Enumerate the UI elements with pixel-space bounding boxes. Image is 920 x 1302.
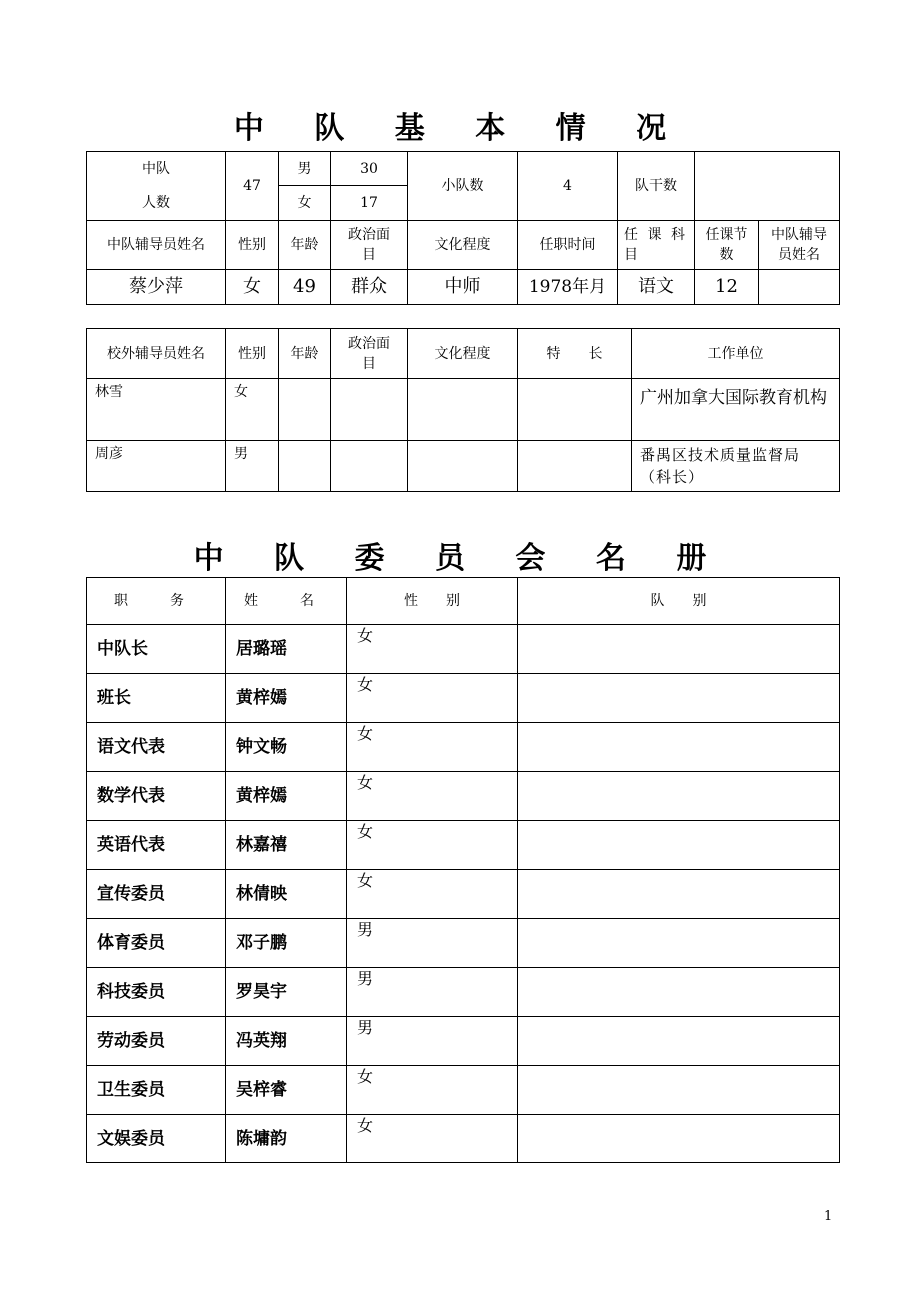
member-position: 班长: [87, 674, 226, 723]
member-squad: [518, 625, 840, 674]
subteam-label: 小队数: [408, 152, 518, 221]
member-gender: 女: [347, 772, 518, 821]
member-position: 英语代表: [87, 821, 226, 870]
table-row: [87, 772, 840, 821]
counselor-education: 中师: [408, 270, 518, 305]
header-age: 年龄: [279, 329, 331, 379]
member-gender: 女: [347, 674, 518, 723]
external-age: [279, 441, 331, 492]
member-squad: [518, 674, 840, 723]
basic-info-table: [86, 151, 840, 305]
counselor-age: 49: [279, 270, 331, 305]
member-name: 邓子鹏: [226, 919, 347, 968]
header-education: 文化程度: [408, 329, 518, 379]
member-gender: 女: [347, 723, 518, 772]
counselor-subject: 语文: [618, 270, 695, 305]
header-age: 年龄: [279, 221, 331, 270]
table-row: [87, 1017, 840, 1066]
member-squad: [518, 772, 840, 821]
header-gender: 性 别: [347, 578, 518, 625]
header-gender: 性别: [226, 329, 279, 379]
member-name: 钟文畅: [226, 723, 347, 772]
table-row: [87, 821, 840, 870]
page-title-basic-info: 中 队 基 本 情 况: [233, 111, 687, 146]
member-gender: 女: [347, 821, 518, 870]
header-position: 职 务: [87, 578, 226, 625]
committee-table: [86, 577, 840, 1163]
header-political-status: 政治面目: [331, 329, 408, 379]
member-gender: 男: [347, 968, 518, 1017]
member-position: 数学代表: [87, 772, 226, 821]
member-squad: [518, 1115, 840, 1163]
header-external-name: 校外辅导员姓名: [87, 329, 226, 379]
header-gender: 性别: [226, 221, 279, 270]
table-row: [87, 870, 840, 919]
external-counselor-table: [86, 328, 840, 492]
header-political-status: 政治面目: [331, 221, 408, 270]
member-gender: 女: [347, 870, 518, 919]
table-row: [87, 1115, 840, 1163]
member-gender: 女: [347, 1066, 518, 1115]
counselor-lessons: 12: [695, 270, 759, 305]
member-name: 陈墉韵: [226, 1115, 347, 1163]
member-gender: 女: [347, 1115, 518, 1163]
counselor-gender: 女: [226, 270, 279, 305]
header-specialty: 特 长: [518, 329, 632, 379]
external-political-status: [331, 441, 408, 492]
header-name: 姓 名: [226, 578, 347, 625]
female-label: 女: [279, 186, 331, 221]
page-number: 1: [824, 1209, 833, 1224]
male-count: 30: [331, 152, 408, 186]
header-squad: 队 别: [518, 578, 840, 625]
male-label: 男: [279, 152, 331, 186]
member-squad: [518, 968, 840, 1017]
header-education: 文化程度: [408, 221, 518, 270]
member-position: 语文代表: [87, 723, 226, 772]
member-squad: [518, 723, 840, 772]
member-name: 吴梓睿: [226, 1066, 347, 1115]
member-gender: 男: [347, 1017, 518, 1066]
member-squad: [518, 919, 840, 968]
counselor-start-time: 1978年月: [518, 270, 618, 305]
external-name: 周彦: [87, 441, 226, 492]
external-gender: 女: [226, 379, 279, 441]
external-gender: 男: [226, 441, 279, 492]
table-row: [87, 968, 840, 1017]
label-zhongdui: 中队: [142, 161, 170, 177]
table-row: [87, 674, 840, 723]
counselor-name: 蔡少萍: [87, 270, 226, 305]
member-name: 林倩映: [226, 870, 347, 919]
member-position: 文娱委员: [87, 1115, 226, 1163]
member-gender: 男: [347, 919, 518, 968]
member-name: 黄梓嫣: [226, 772, 347, 821]
member-position: 劳动委员: [87, 1017, 226, 1066]
member-position: 中队长: [87, 625, 226, 674]
member-position: 体育委员: [87, 919, 226, 968]
table-row: [87, 919, 840, 968]
external-work-unit: 番禺区技术质量监督局（科长）: [632, 441, 840, 492]
table-row: [87, 625, 840, 674]
header-counselor-name-2: 中队辅导员姓名: [759, 221, 840, 270]
external-specialty: [518, 441, 632, 492]
subteam-count: 4: [518, 152, 618, 221]
class-size-label: [87, 152, 226, 221]
header-lessons: 任课节数: [695, 221, 759, 270]
external-work-unit: 广州加拿大国际教育机构: [632, 379, 840, 441]
table-row: [87, 1066, 840, 1115]
cadre-label: 队干数: [618, 152, 695, 221]
member-position: 宣传委员: [87, 870, 226, 919]
female-count: 17: [331, 186, 408, 221]
member-squad: [518, 1017, 840, 1066]
page-title-committee: 中 队 委 员 会 名 册: [193, 541, 727, 576]
header-subject: 任课科目: [618, 221, 695, 270]
external-age: [279, 379, 331, 441]
member-name: 黄梓嫣: [226, 674, 347, 723]
external-specialty: [518, 379, 632, 441]
external-name: 林雪: [87, 379, 226, 441]
counselor-extra: [759, 270, 840, 305]
header-counselor-name: 中队辅导员姓名: [87, 221, 226, 270]
member-name: 冯英翔: [226, 1017, 347, 1066]
external-education: [408, 441, 518, 492]
member-name: 林嘉禧: [226, 821, 347, 870]
label-renshu: 人数: [142, 195, 170, 211]
external-education: [408, 379, 518, 441]
header-start-time: 任职时间: [518, 221, 618, 270]
cadre-count: [695, 152, 840, 221]
header-work-unit: 工作单位: [632, 329, 840, 379]
member-position: 卫生委员: [87, 1066, 226, 1115]
member-squad: [518, 870, 840, 919]
table-row: [87, 723, 840, 772]
total-count: 47: [226, 152, 279, 221]
member-squad: [518, 821, 840, 870]
member-position: 科技委员: [87, 968, 226, 1017]
member-name: 居璐瑶: [226, 625, 347, 674]
member-name: 罗昊宇: [226, 968, 347, 1017]
external-political-status: [331, 379, 408, 441]
counselor-political-status: 群众: [331, 270, 408, 305]
member-gender: 女: [347, 625, 518, 674]
member-squad: [518, 1066, 840, 1115]
